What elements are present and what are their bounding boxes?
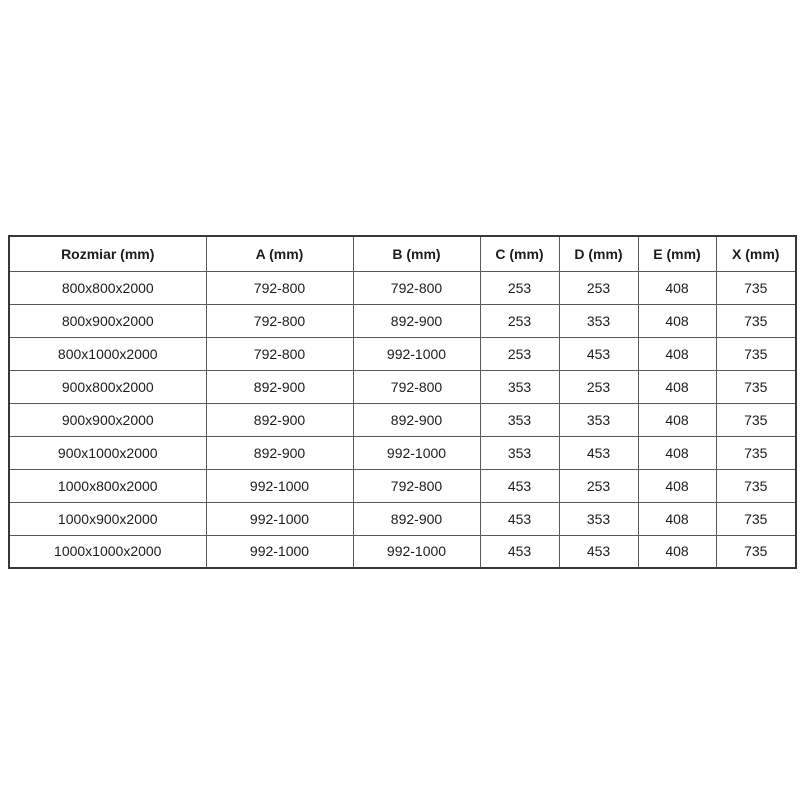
cell-d: 253 [559,271,638,304]
cell-a: 792-800 [206,304,353,337]
header-c: C (mm) [480,236,559,271]
cell-d: 353 [559,502,638,535]
cell-rozmiar: 1000x800x2000 [9,469,206,502]
cell-rozmiar: 800x900x2000 [9,304,206,337]
cell-rozmiar: 900x800x2000 [9,370,206,403]
table-row [9,502,796,535]
cell-a: 992-1000 [206,502,353,535]
cell-c: 253 [480,271,559,304]
header-d: D (mm) [559,236,638,271]
cell-e: 408 [638,370,716,403]
table-row [9,271,796,304]
cell-b: 792-800 [353,271,480,304]
cell-a: 792-800 [206,271,353,304]
cell-rozmiar: 900x1000x2000 [9,436,206,469]
cell-c: 353 [480,403,559,436]
cell-b: 992-1000 [353,337,480,370]
cell-c: 253 [480,337,559,370]
cell-rozmiar: 800x1000x2000 [9,337,206,370]
cell-d: 453 [559,337,638,370]
cell-rozmiar: 800x800x2000 [9,271,206,304]
cell-e: 408 [638,304,716,337]
cell-a: 992-1000 [206,469,353,502]
cell-x: 735 [716,436,796,469]
cell-d: 453 [559,535,638,568]
table-row [9,535,796,568]
table-row [9,370,796,403]
cell-d: 253 [559,469,638,502]
cell-x: 735 [716,304,796,337]
header-row [9,236,796,271]
cell-a: 892-900 [206,403,353,436]
cell-e: 408 [638,337,716,370]
cell-b: 992-1000 [353,535,480,568]
table-row [9,337,796,370]
cell-b: 892-900 [353,403,480,436]
cell-b: 892-900 [353,304,480,337]
cell-a: 892-900 [206,370,353,403]
cell-x: 735 [716,502,796,535]
cell-x: 735 [716,403,796,436]
table-header [9,236,796,271]
cell-x: 735 [716,370,796,403]
dimensions-table [8,235,797,569]
cell-c: 453 [480,535,559,568]
cell-c: 353 [480,370,559,403]
header-e: E (mm) [638,236,716,271]
header-a: A (mm) [206,236,353,271]
cell-x: 735 [716,469,796,502]
cell-rozmiar: 1000x900x2000 [9,502,206,535]
cell-e: 408 [638,403,716,436]
cell-c: 453 [480,502,559,535]
cell-a: 992-1000 [206,535,353,568]
table-row [9,469,796,502]
table-row [9,304,796,337]
cell-c: 353 [480,436,559,469]
cell-e: 408 [638,469,716,502]
cell-d: 353 [559,403,638,436]
cell-b: 792-800 [353,370,480,403]
cell-c: 453 [480,469,559,502]
cell-e: 408 [638,271,716,304]
cell-d: 253 [559,370,638,403]
header-b: B (mm) [353,236,480,271]
cell-x: 735 [716,271,796,304]
table-body [9,271,796,568]
cell-a: 892-900 [206,436,353,469]
table-row [9,436,796,469]
cell-a: 792-800 [206,337,353,370]
cell-d: 353 [559,304,638,337]
cell-e: 408 [638,535,716,568]
table-row [9,403,796,436]
cell-d: 453 [559,436,638,469]
cell-x: 735 [716,535,796,568]
cell-c: 253 [480,304,559,337]
cell-b: 992-1000 [353,436,480,469]
header-x: X (mm) [716,236,796,271]
cell-x: 735 [716,337,796,370]
cell-b: 892-900 [353,502,480,535]
cell-rozmiar: 900x900x2000 [9,403,206,436]
cell-rozmiar: 1000x1000x2000 [9,535,206,568]
dimensions-table-wrap [8,235,797,569]
cell-e: 408 [638,502,716,535]
header-rozmiar: Rozmiar (mm) [9,236,206,271]
cell-e: 408 [638,436,716,469]
cell-b: 792-800 [353,469,480,502]
